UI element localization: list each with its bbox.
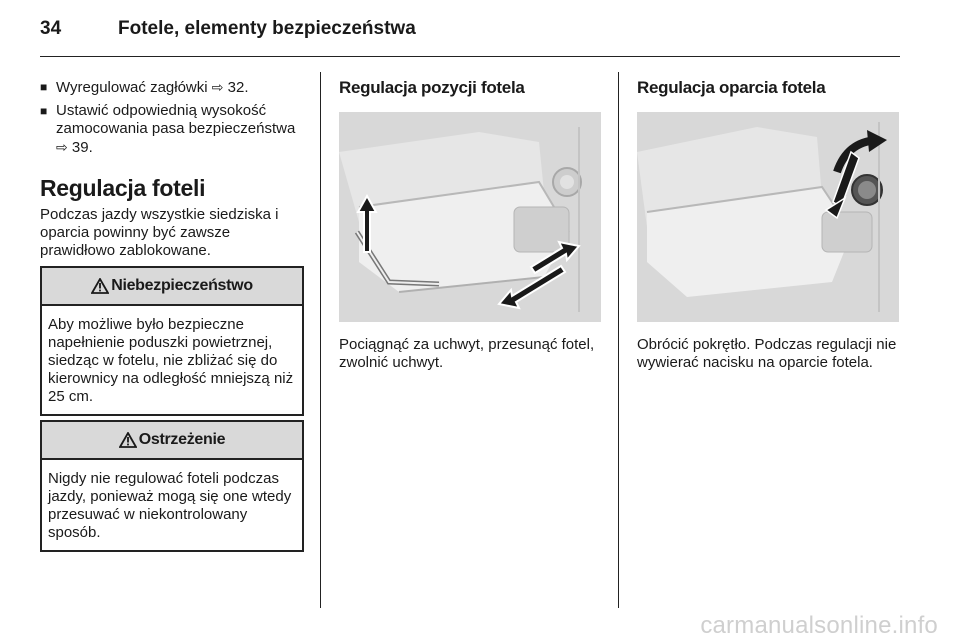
right-column	[637, 78, 899, 372]
arrow-right-outline-icon: ⇨	[211, 79, 224, 95]
list-item	[40, 78, 302, 97]
cross-reference[interactable]: 39.	[71, 139, 93, 156]
bullet-list	[40, 78, 302, 157]
middle-column	[339, 78, 601, 372]
column-divider-2	[618, 72, 619, 608]
bullet-text: Ustawić odpowiednią wysokość zamocowania pasa bezpieczeństwa	[56, 102, 296, 137]
seat-position-caption: Pociągnąć za uchwyt, przesunąć fotel, zwolnić uchwyt.	[339, 336, 595, 371]
page-number: 34	[40, 18, 62, 39]
section-title: Regulacja foteli	[40, 175, 206, 201]
page-header	[40, 18, 900, 58]
watermark: carmanualsonline.info	[700, 612, 938, 639]
warning-box-text: Nigdy nie regulować foteli podczas jazdy, ponieważ mogą się one wtedy przesuwać w niekontrolowany sposób.	[48, 470, 292, 541]
warning-triangle-icon	[119, 432, 137, 448]
backrest-caption: Obrócić pokrętło. Podczas regulacji nie wywierać nacisku na oparcie fotela.	[637, 336, 897, 371]
warning-box	[40, 420, 304, 552]
backrest-title: Regulacja oparcia fotela	[637, 78, 826, 97]
warning-box-header	[42, 422, 302, 460]
list-item	[40, 102, 302, 157]
header-divider	[40, 56, 900, 57]
seat-position-title: Regulacja pozycji fotela	[339, 78, 525, 97]
square-bullet-icon: ■	[40, 80, 48, 94]
warning-triangle-icon	[91, 278, 109, 294]
seat-position-illustration	[339, 112, 601, 322]
left-column	[40, 78, 302, 260]
page-title: Fotele, elementy bezpieczeństwa	[118, 18, 416, 39]
danger-box-title: Niebezpieczeństwo	[111, 277, 253, 294]
cross-reference[interactable]: 32.	[227, 79, 249, 96]
intro-paragraph: Podczas jazdy wszystkie siedziska i oparcia powinny być zawsze prawidłowo zablokowane.	[40, 206, 279, 259]
bullet-text: Wyregulować zagłówki	[56, 79, 208, 96]
warning-box-title: Ostrzeżenie	[138, 431, 226, 448]
danger-box	[40, 266, 304, 416]
backrest-illustration	[637, 112, 899, 322]
danger-box-header	[42, 268, 302, 306]
column-divider-1	[320, 72, 321, 608]
square-bullet-icon: ■	[40, 104, 48, 118]
danger-box-text: Aby możliwe było bezpieczne napełnienie poduszki powietrznej, siedząc w fotelu, nie zbliżać się do kierownicy na odległość mniejszą niż 25 cm.	[48, 316, 294, 405]
arrow-right-outline-icon: ⇨	[56, 139, 68, 155]
